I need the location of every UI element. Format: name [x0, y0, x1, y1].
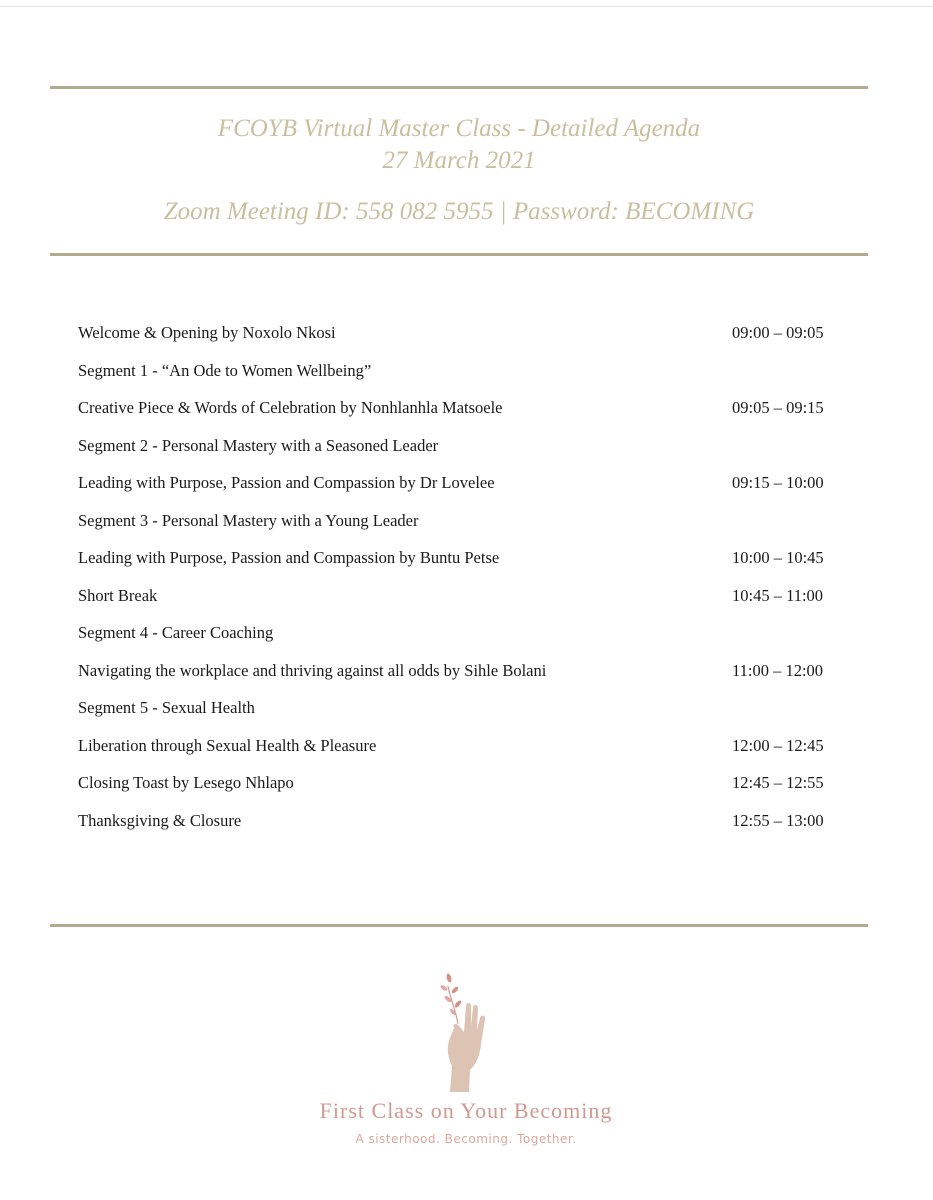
agenda-list: [78, 319, 838, 844]
agenda-item-label: Leading with Purpose, Passion and Compassion by Dr Lovelee: [78, 473, 495, 492]
agenda-segment-label: Segment 1 - “An Ode to Women Wellbeing”: [78, 360, 372, 380]
agenda-row: [78, 619, 838, 657]
agenda-item-time: 10:45 – 11:00: [732, 585, 824, 605]
brand-logo: [280, 958, 652, 1158]
agenda-item-time: 12:55 – 13:00: [732, 810, 824, 830]
page-title: FCOYB Virtual Master Class - Detailed Agenda: [217, 115, 701, 142]
agenda-item-label: Leading with Purpose, Passion and Compassion by Buntu Petse: [78, 548, 500, 567]
agenda-segment-label: Segment 3 - Personal Mastery with a Young Leader: [78, 510, 419, 530]
agenda-row: [78, 807, 838, 845]
agenda-item-label: Welcome & Opening by Noxolo Nkosi: [78, 323, 336, 342]
agenda-row: [78, 732, 838, 770]
agenda-item-time: 09:00 – 09:05: [732, 323, 824, 342]
agenda-row: [78, 357, 838, 395]
agenda-row: [78, 507, 838, 545]
agenda-row: [78, 544, 838, 582]
header-bottom-rule: [50, 253, 868, 256]
agenda-row: [78, 394, 838, 432]
agenda-item-time: 12:45 – 12:55: [732, 773, 824, 792]
header-top-rule: [50, 86, 868, 89]
footer-rule: [50, 924, 868, 927]
agenda-segment-label: Segment 2 - Personal Mastery with a Seasoned Leader: [78, 435, 439, 455]
brand-tagline: A sisterhood. Becoming. Together.: [355, 1132, 577, 1146]
agenda-item-label: Liberation through Sexual Health & Pleasure: [78, 735, 377, 755]
agenda-item-label: Short Break: [78, 585, 158, 605]
event-date: 27 March 2021: [382, 147, 536, 174]
agenda-item-time: 10:00 – 10:45: [732, 548, 824, 567]
page-top-edge: [0, 6, 933, 7]
agenda-row: [78, 432, 838, 470]
agenda-item-label: Creative Piece & Words of Celebration by Nonhlanhla Matsoele: [78, 398, 503, 417]
agenda-item-label: Thanksgiving & Closure: [78, 810, 242, 830]
agenda-row: [78, 319, 838, 357]
agenda-row: [78, 657, 838, 695]
brand-name: First Class on Your Becoming: [319, 1098, 613, 1123]
zoom-details: Zoom Meeting ID: 558 082 5955 | Password: BECOMING: [163, 198, 755, 225]
agenda-item-time: 11:00 – 12:00: [732, 660, 824, 680]
agenda-row: [78, 769, 838, 807]
hand-holding-sprig-icon: [436, 966, 496, 1096]
agenda-row: [78, 694, 838, 732]
agenda-segment-label: Segment 4 - Career Coaching: [78, 623, 274, 642]
agenda-item-label: Closing Toast by Lesego Nhlapo: [78, 773, 294, 792]
agenda-row: [78, 469, 838, 507]
agenda-segment-label: Segment 5 - Sexual Health: [78, 698, 255, 717]
agenda-item-time: 09:05 – 09:15: [732, 398, 824, 417]
agenda-row: [78, 582, 838, 620]
agenda-item-label: Navigating the workplace and thriving against all odds by Sihle Bolani: [78, 660, 547, 680]
agenda-item-time: 12:00 – 12:45: [732, 735, 824, 755]
agenda-item-time: 09:15 – 10:00: [732, 473, 824, 492]
